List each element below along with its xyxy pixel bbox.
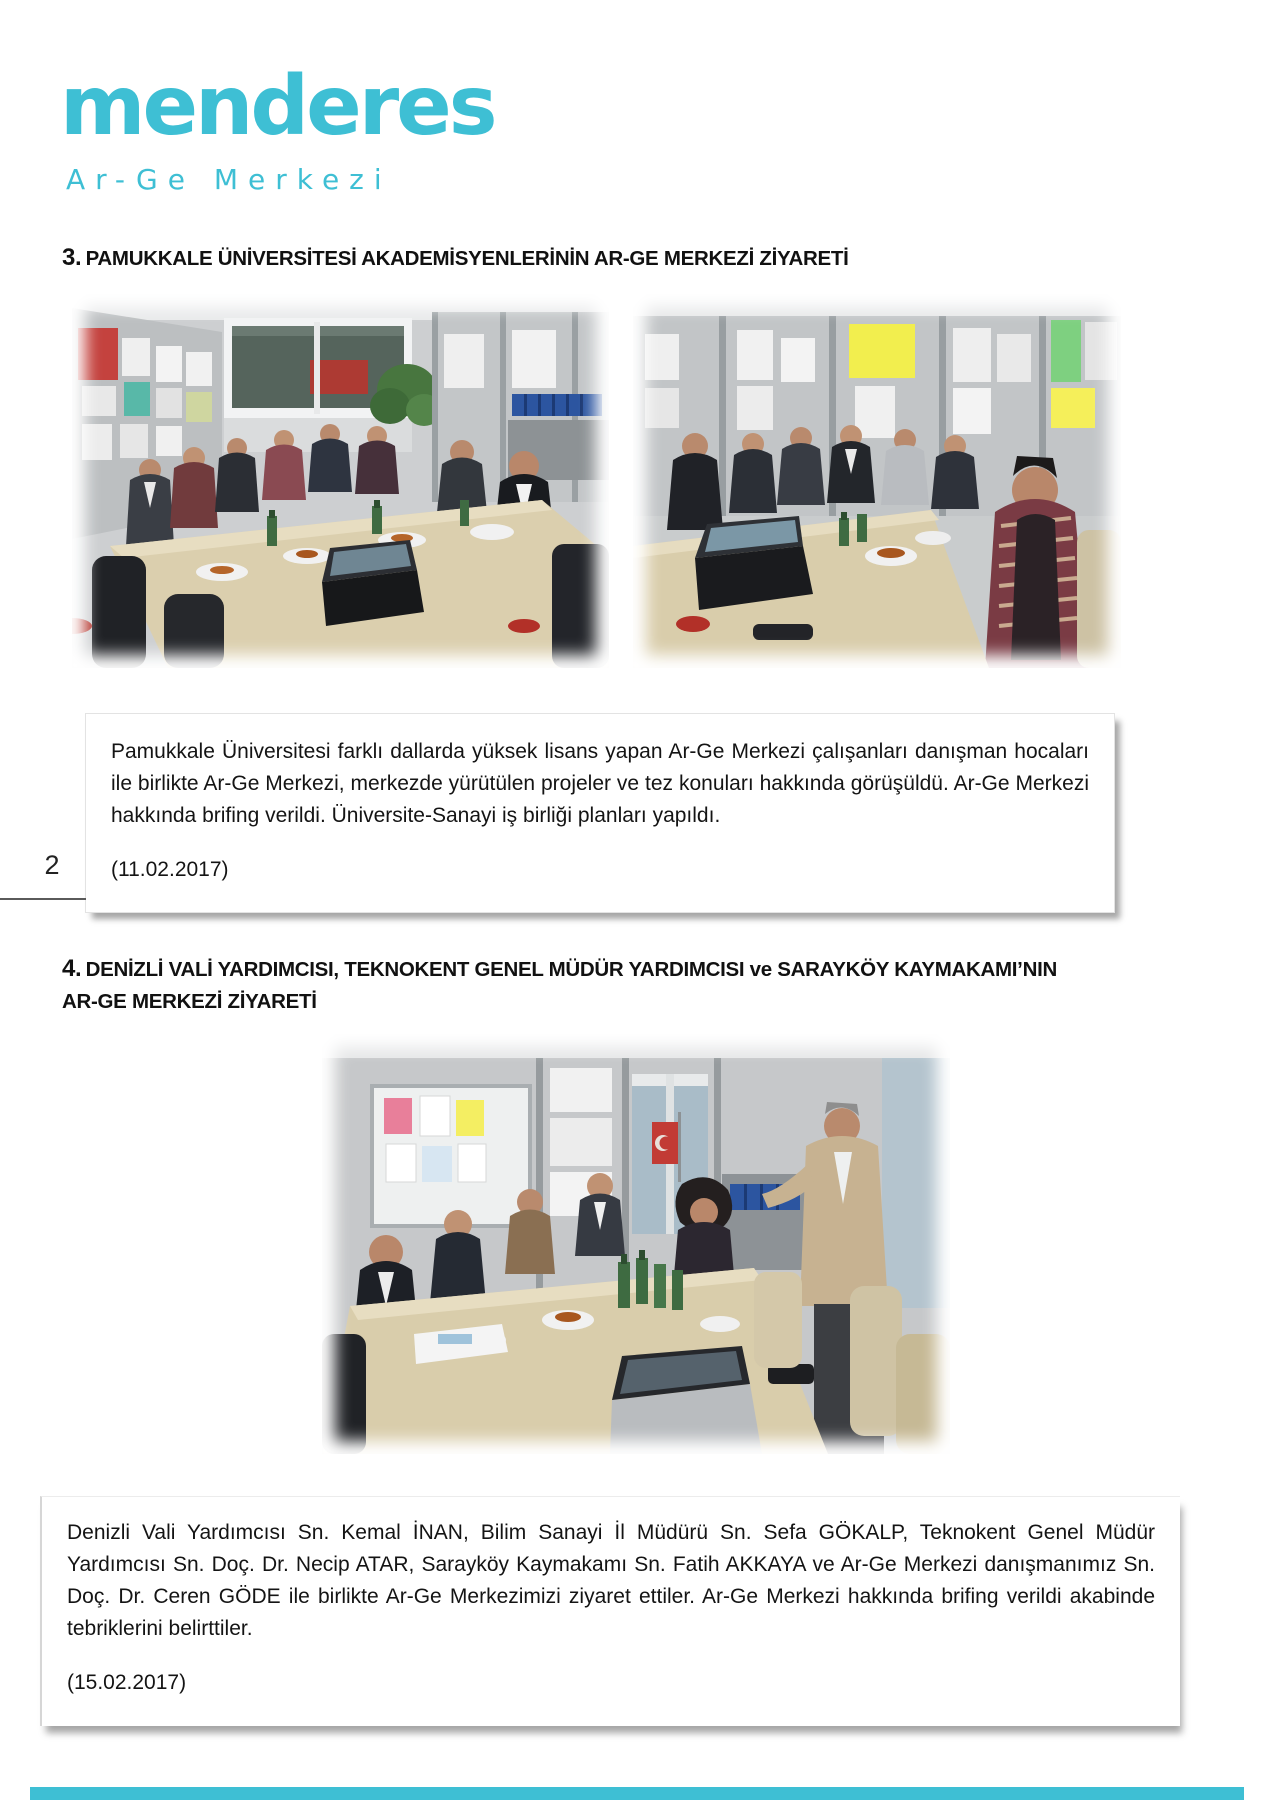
section-4-heading: [62, 954, 1062, 1019]
meeting-room-illustration-1: [72, 294, 609, 668]
meeting-photo-right: [633, 294, 1121, 668]
window-column: [882, 1058, 950, 1308]
section-3-title: PAMUKKALE ÜNİVERSİTESİ AKADEMİSYENLERİNİN AR-GE MERKEZİ ZİYARETİ: [85, 247, 849, 270]
section-4-textbox: [40, 1496, 1180, 1726]
section-3-paragraph: Pamukkale Üniversitesi farklı dallarda yüksek lisans yapan Ar-Ge Merkezi çalışanları danışman hocaları ile birlikte Ar-Ge Merkezi, merkezde yürütülen projeler ve tez konuları hakkında görüşüldü. Ar-Ge Merkezi hakkında brifing verildi. Üniversite-Sanayi iş birliği planları yapıldı.: [111, 740, 1089, 827]
meeting-photo-left: [72, 294, 609, 668]
beige-chair: [1077, 530, 1121, 668]
section-4-number: 4.: [62, 955, 82, 982]
section-3-date: (11.02.2017): [111, 858, 229, 881]
section-3-textbox: [85, 713, 1115, 913]
whiteboard: [372, 1086, 530, 1226]
meeting-room-illustration-2: [633, 294, 1121, 668]
menderes-logo-subtitle: Ar-Ge Merkezi: [66, 163, 392, 196]
footer-accent-bar: [30, 1787, 1244, 1800]
section-4-paragraph: Denizli Vali Yardımcısı Sn. Kemal İNAN, Bilim Sanayi İl Müdürü Sn. Sefa GÖKALP, Teknokent Genel Müdür Yardımcısı Sn. Doç. Dr. Necip ATAR, Sarayköy Kaymakamı Sn. Fatih AKKAYA ve Ar-Ge Merkezi danışmanımız Sn. Doç. Dr. Ceren GÖDE ile birlikte Ar-Ge Merkezimizi ziyaret ettiler. Ar-Ge Merkezi hakkında brifing verildi akabinde tebriklerini belirttiler.: [67, 1521, 1155, 1640]
officials-visit-photo: [322, 1034, 950, 1454]
section-4-date: (15.02.2017): [67, 1671, 187, 1694]
section-3-heading: [62, 244, 1122, 272]
officials-meeting-illustration: [322, 1034, 950, 1454]
page-number-rule: [0, 898, 86, 900]
section-3-number: 3.: [62, 244, 82, 271]
page-number: 2: [44, 850, 60, 880]
menderes-logo: menderes: [60, 59, 495, 154]
section-4-title: DENİZLİ VALİ YARDIMCISI, TEKNOKENT GENEL MÜDÜR YARDIMCISI ve SARAYKÖY KAYMAKAMI’NIN AR-GE MERKEZİ ZİYARETİ: [62, 958, 1057, 1013]
